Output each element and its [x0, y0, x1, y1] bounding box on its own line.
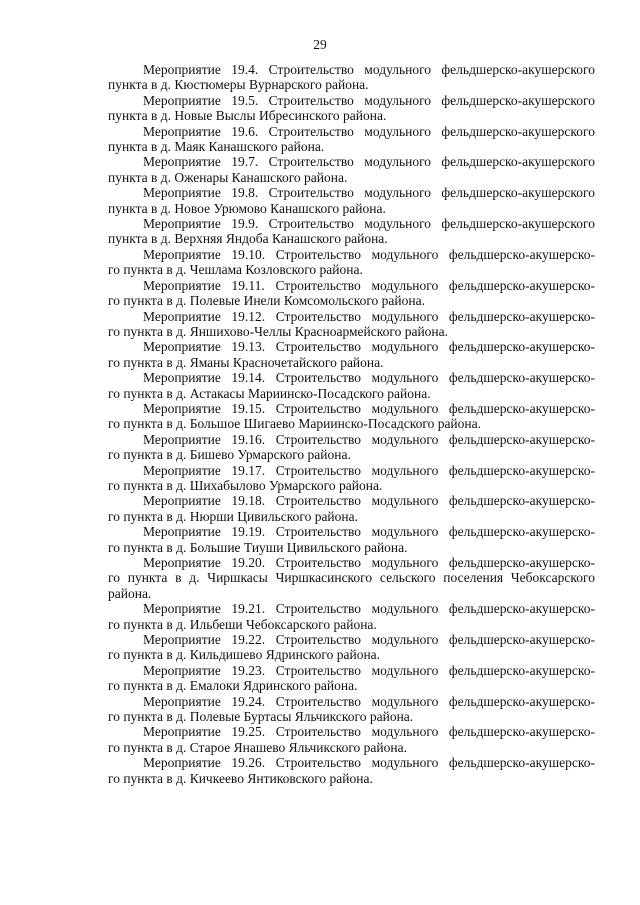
paragraph-line: пункта в д. Новые Выслы Ибресинского района. [108, 108, 387, 124]
paragraph-first-line: Мероприятие 19.21. Строительство модульного фельдшерско-акушерско- [143, 601, 595, 617]
measure-paragraph [108, 154, 595, 185]
measure-paragraph [108, 370, 595, 401]
paragraph-first-line: Мероприятие 19.16. Строительство модульного фельдшерско-акушерско- [143, 431, 595, 447]
paragraph-line: пункта в д. Маяк Канашского района. [108, 139, 325, 155]
document-body [108, 62, 595, 786]
paragraph-line: го пункта в д. Чиршкасы Чиршкасинского сельского поселения Чебоксарского [108, 570, 595, 586]
measure-paragraph [108, 309, 595, 340]
measure-paragraph [108, 247, 595, 278]
measure-paragraph [108, 124, 595, 155]
paragraph-line: пункта в д. Верхняя Яндоба Канашского района. [108, 231, 388, 247]
paragraph-line: го пункта в д. Яншихово-Челлы Красноармейского района. [108, 323, 449, 339]
measure-paragraph [108, 401, 595, 432]
measure-paragraph [108, 62, 595, 93]
paragraph-line: го пункта в д. Шихабылово Урмарского района. [108, 477, 383, 493]
paragraph-line: го пункта в д. Полевые Инели Комсомольского района. [108, 293, 425, 309]
paragraph-first-line: Мероприятие 19.9. Строительство модульного фельдшерско-акушерского [143, 216, 595, 232]
paragraph-first-line: Мероприятие 19.5. Строительство модульного фельдшерско-акушерского [143, 92, 595, 108]
measure-paragraph [108, 216, 595, 247]
measure-paragraph [108, 524, 595, 555]
measure-paragraph [108, 463, 595, 494]
paragraph-line: пункта в д. Кюстюмеры Вурнарского района. [108, 77, 369, 93]
paragraph-line: го пункта в д. Яманы Красночетайского района. [108, 354, 384, 370]
paragraph-first-line: Мероприятие 19.14. Строительство модульного фельдшерско-акушерско- [143, 370, 595, 386]
page-number: 29 [313, 37, 327, 52]
measure-paragraph [108, 339, 595, 370]
paragraph-first-line: Мероприятие 19.17. Строительство модульного фельдшерско-акушерско- [143, 462, 595, 478]
measure-paragraph [108, 93, 595, 124]
paragraph-line: го пункта в д. Полевые Буртасы Яльчикского района. [108, 709, 414, 725]
paragraph-first-line: Мероприятие 19.12. Строительство модульного фельдшерско-акушерско- [143, 308, 595, 324]
paragraph-first-line: Мероприятие 19.7. Строительство модульного фельдшерско-акушерского [143, 154, 595, 170]
paragraph-line: го пункта в д. Большое Шигаево Мариинско-Посадского района. [108, 416, 482, 432]
paragraph-first-line: Мероприятие 19.6. Строительство модульного фельдшерско-акушерского [143, 123, 595, 139]
paragraph-line: района. [108, 585, 152, 601]
paragraph-first-line: Мероприятие 19.15. Строительство модульного фельдшерско-акушерско- [143, 400, 595, 416]
measure-paragraph [108, 755, 595, 786]
paragraph-first-line: Мероприятие 19.10. Строительство модульного фельдшерско-акушерско- [143, 246, 595, 262]
paragraph-line: го пункта в д. Чешлама Козловского района. [108, 262, 363, 278]
measure-paragraph [108, 663, 595, 694]
paragraph-line: го пункта в д. Большие Тиуши Цивильского района. [108, 539, 408, 555]
paragraph-first-line: Мероприятие 19.23. Строительство модульного фельдшерско-акушерско- [143, 662, 595, 678]
paragraph-line: пункта в д. Новое Урюмово Канашского района. [108, 200, 386, 216]
paragraph-line: го пункта в д. Ильбеши Чебоксарского района. [108, 616, 377, 632]
paragraph-first-line: Мероприятие 19.11. Строительство модульного фельдшерско-акушерско- [143, 277, 595, 293]
paragraph-line: го пункта в д. Астакасы Мариинско-Посадского района. [108, 385, 431, 401]
measure-paragraph [108, 493, 595, 524]
paragraph-first-line: Мероприятие 19.8. Строительство модульного фельдшерско-акушерского [143, 185, 595, 201]
paragraph-first-line: Мероприятие 19.20. Строительство модульного фельдшерско-акушерско- [143, 555, 595, 570]
measure-paragraph [108, 185, 595, 216]
paragraph-line: го пункта в д. Емалоки Ядринского района. [108, 678, 358, 694]
paragraph-first-line: Мероприятие 19.22. Строительство модульного фельдшерско-акушерско- [143, 632, 595, 648]
paragraph-first-line: Мероприятие 19.19. Строительство модульного фельдшерско-акушерско- [143, 524, 595, 540]
paragraph-line: го пункта в д. Нюрши Цивильского района. [108, 508, 359, 524]
paragraph-first-line: Мероприятие 19.18. Строительство модульного фельдшерско-акушерско- [143, 493, 595, 509]
paragraph-line: го пункта в д. Кичкеево Янтиковского района. [108, 770, 373, 786]
measure-paragraph [108, 694, 595, 725]
paragraph-first-line: Мероприятие 19.24. Строительство модульного фельдшерско-акушерско- [143, 693, 595, 709]
paragraph-line: го пункта в д. Бишево Урмарского района. [108, 447, 351, 463]
measure-paragraph [108, 724, 595, 755]
measure-paragraph [108, 278, 595, 309]
paragraph-first-line: Мероприятие 19.4. Строительство модульного фельдшерско-акушерского [143, 62, 595, 77]
paragraph-line: пункта в д. Оженары Канашского района. [108, 169, 348, 185]
paragraph-first-line: Мероприятие 19.26. Строительство модульного фельдшерско-акушерско- [143, 755, 595, 771]
measure-paragraph [108, 632, 595, 663]
paragraph-line: го пункта в д. Кильдишево Ядринского района. [108, 647, 381, 663]
paragraph-first-line: Мероприятие 19.13. Строительство модульного фельдшерско-акушерско- [143, 339, 595, 355]
paragraph-first-line: Мероприятие 19.25. Строительство модульного фельдшерско-акушерско- [143, 724, 595, 740]
measure-paragraph [108, 432, 595, 463]
measure-paragraph [108, 601, 595, 632]
measure-paragraph [108, 555, 595, 601]
paragraph-line: го пункта в д. Старое Янашево Яльчикского района. [108, 739, 407, 755]
